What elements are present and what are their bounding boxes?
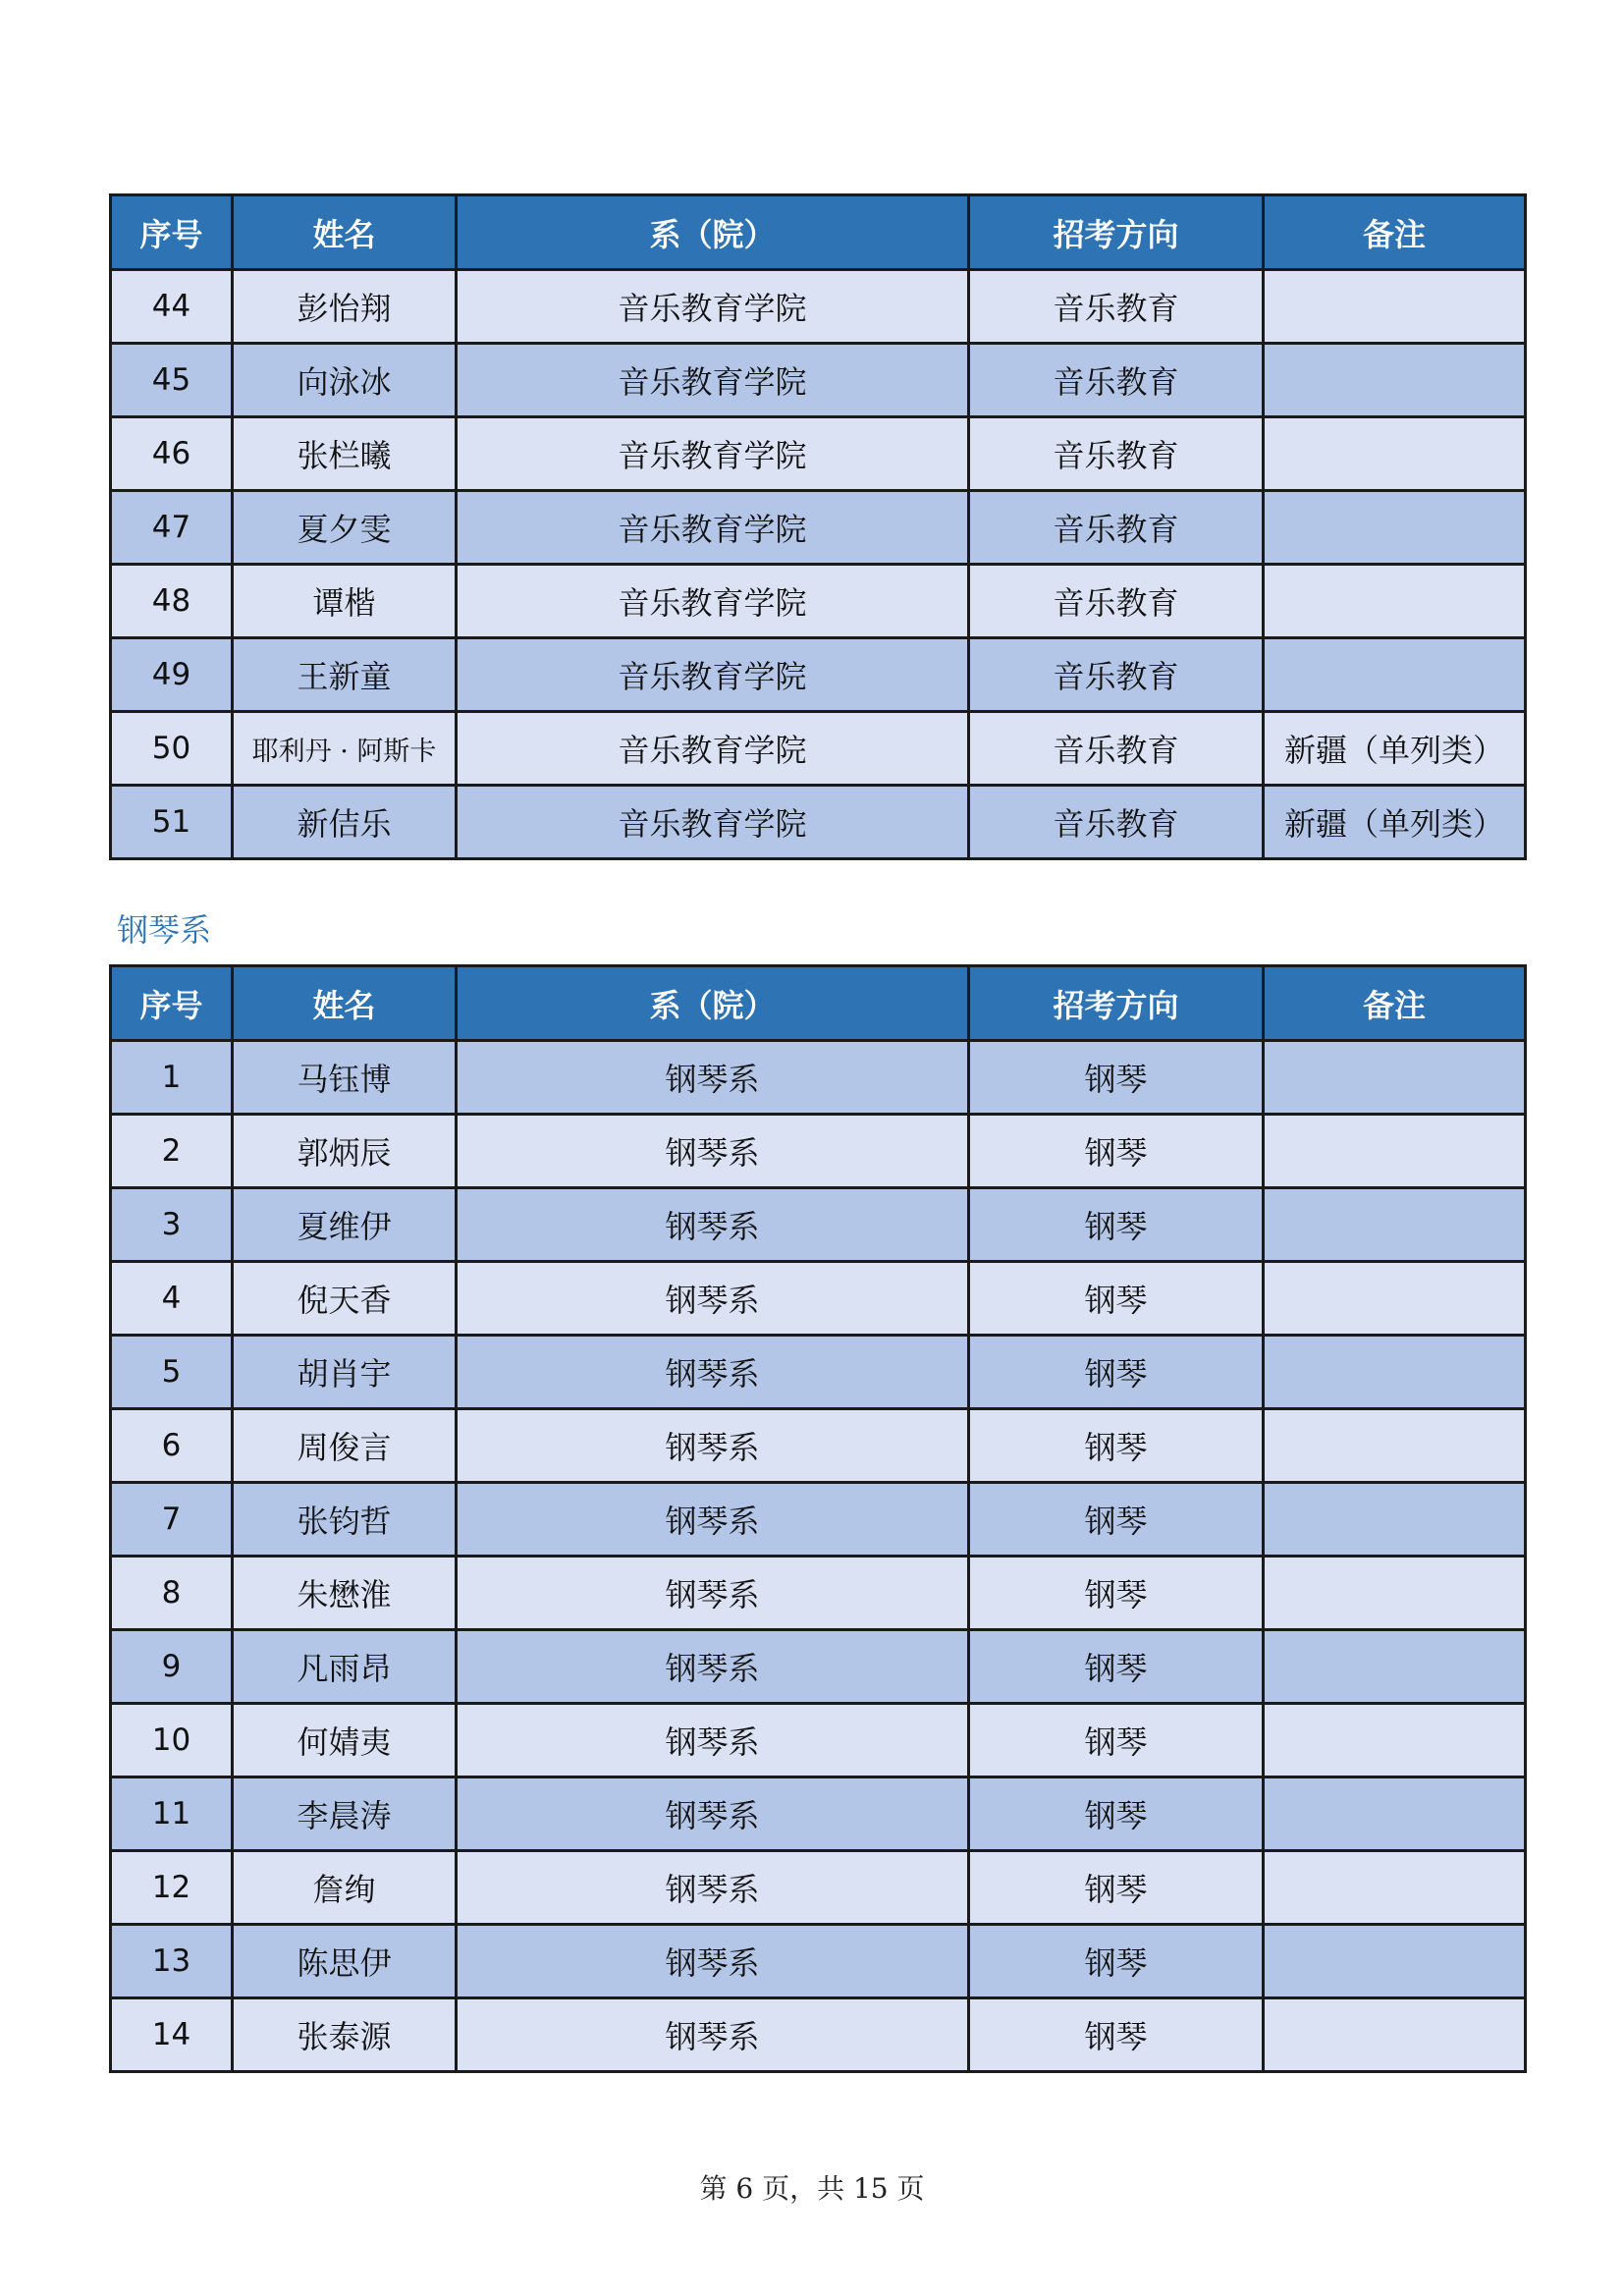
cell-name: 詹绚: [233, 1851, 457, 1925]
table-row: [111, 417, 1526, 491]
table-header-row: [111, 195, 1526, 270]
table-row: [111, 1998, 1526, 2072]
cell-name: 张泰源: [233, 1998, 457, 2072]
cell-name: 彭怡翔: [233, 270, 457, 344]
cell-note: [1264, 270, 1526, 344]
cell-note: [1264, 1998, 1526, 2072]
cell-direction: 钢琴: [969, 1998, 1264, 2072]
cell-direction: 音乐教育: [969, 565, 1264, 638]
cell-direction: 钢琴: [969, 1483, 1264, 1557]
cell-direction: 钢琴: [969, 1630, 1264, 1704]
header-dept: 系（院）: [457, 195, 969, 270]
cell-no: 13: [111, 1925, 233, 1998]
cell-no: 5: [111, 1336, 233, 1409]
cell-dept: 钢琴系: [457, 1409, 969, 1483]
cell-no: 8: [111, 1557, 233, 1630]
cell-note: [1264, 1409, 1526, 1483]
cell-direction: 音乐教育: [969, 712, 1264, 786]
cell-no: 7: [111, 1483, 233, 1557]
header-name: 姓名: [233, 966, 457, 1041]
cell-note: [1264, 491, 1526, 565]
cell-direction: 钢琴: [969, 1704, 1264, 1777]
header-direction: 招考方向: [969, 195, 1264, 270]
cell-no: 12: [111, 1851, 233, 1925]
cell-no: 48: [111, 565, 233, 638]
section-title-piano: 钢琴系: [117, 911, 212, 949]
cell-no: 4: [111, 1262, 233, 1336]
page-footer: 第 6 页，共 15 页: [699, 2172, 925, 2205]
cell-direction: 钢琴: [969, 1262, 1264, 1336]
table-row: [111, 1409, 1526, 1483]
cell-dept: 钢琴系: [457, 1041, 969, 1115]
cell-note: [1264, 417, 1526, 491]
header-note: 备注: [1264, 966, 1526, 1041]
cell-note: [1264, 565, 1526, 638]
cell-dept: 钢琴系: [457, 1483, 969, 1557]
cell-name: 马钰博: [233, 1041, 457, 1115]
cell-dept: 钢琴系: [457, 1777, 969, 1851]
header-name: 姓名: [233, 195, 457, 270]
cell-name: 谭楷: [233, 565, 457, 638]
header-direction: 招考方向: [969, 966, 1264, 1041]
table-row: [111, 344, 1526, 417]
cell-direction: 钢琴: [969, 1336, 1264, 1409]
cell-dept: 钢琴系: [457, 1188, 969, 1262]
cell-dept: 音乐教育学院: [457, 491, 969, 565]
cell-note: [1264, 1777, 1526, 1851]
table-header-row: [111, 966, 1526, 1041]
cell-no: 51: [111, 786, 233, 859]
cell-dept: 钢琴系: [457, 1998, 969, 2072]
cell-name: 新佶乐: [233, 786, 457, 859]
cell-note: [1264, 1851, 1526, 1925]
cell-dept: 音乐教育学院: [457, 417, 969, 491]
cell-direction: 音乐教育: [969, 638, 1264, 712]
cell-name: 王新童: [233, 638, 457, 712]
cell-direction: 钢琴: [969, 1115, 1264, 1188]
table-row: [111, 712, 1526, 786]
cell-name: 郭炳辰: [233, 1115, 457, 1188]
cell-direction: 音乐教育: [969, 344, 1264, 417]
cell-note: [1264, 1704, 1526, 1777]
cell-no: 14: [111, 1998, 233, 2072]
cell-name: 张栏曦: [233, 417, 457, 491]
cell-name: 夏夕雯: [233, 491, 457, 565]
cell-note: [1264, 638, 1526, 712]
table-row: [111, 1262, 1526, 1336]
cell-note: [1264, 1041, 1526, 1115]
cell-direction: 钢琴: [969, 1409, 1264, 1483]
table-row: [111, 1777, 1526, 1851]
cell-dept: 钢琴系: [457, 1557, 969, 1630]
cell-dept: 钢琴系: [457, 1925, 969, 1998]
table-row: [111, 1851, 1526, 1925]
cell-dept: 钢琴系: [457, 1115, 969, 1188]
cell-no: 11: [111, 1777, 233, 1851]
table-row: [111, 491, 1526, 565]
table-body: [111, 270, 1526, 859]
header-note: 备注: [1264, 195, 1526, 270]
table-row: [111, 638, 1526, 712]
header-no: 序号: [111, 195, 233, 270]
cell-dept: 钢琴系: [457, 1851, 969, 1925]
cell-no: 45: [111, 344, 233, 417]
cell-no: 9: [111, 1630, 233, 1704]
cell-note: 新疆（单列类）: [1264, 712, 1526, 786]
cell-dept: 音乐教育学院: [457, 712, 969, 786]
table-row: [111, 1925, 1526, 1998]
cell-note: [1264, 1262, 1526, 1336]
cell-name: 朱懋淮: [233, 1557, 457, 1630]
table-row: [111, 1188, 1526, 1262]
table-row: [111, 1557, 1526, 1630]
cell-note: [1264, 1115, 1526, 1188]
cell-dept: 音乐教育学院: [457, 344, 969, 417]
cell-name: 耶利丹 · 阿斯卡: [233, 712, 457, 786]
cell-direction: 钢琴: [969, 1777, 1264, 1851]
cell-name: 向泳冰: [233, 344, 457, 417]
cell-note: [1264, 1188, 1526, 1262]
cell-direction: 钢琴: [969, 1557, 1264, 1630]
cell-note: [1264, 1557, 1526, 1630]
table-row: [111, 1483, 1526, 1557]
cell-no: 47: [111, 491, 233, 565]
cell-dept: 钢琴系: [457, 1630, 969, 1704]
cell-no: 10: [111, 1704, 233, 1777]
cell-name: 夏维伊: [233, 1188, 457, 1262]
cell-dept: 音乐教育学院: [457, 270, 969, 344]
cell-direction: 音乐教育: [969, 417, 1264, 491]
header-no: 序号: [111, 966, 233, 1041]
cell-no: 50: [111, 712, 233, 786]
cell-name: 倪天香: [233, 1262, 457, 1336]
cell-name: 周俊言: [233, 1409, 457, 1483]
cell-name: 胡肖宇: [233, 1336, 457, 1409]
table-row: [111, 786, 1526, 859]
cell-direction: 音乐教育: [969, 270, 1264, 344]
cell-direction: 钢琴: [969, 1925, 1264, 1998]
cell-name: 凡雨昂: [233, 1630, 457, 1704]
table-row: [111, 1704, 1526, 1777]
table-row: [111, 565, 1526, 638]
cell-direction: 钢琴: [969, 1188, 1264, 1262]
cell-note: [1264, 1483, 1526, 1557]
cell-no: 1: [111, 1041, 233, 1115]
cell-name: 陈思伊: [233, 1925, 457, 1998]
table-row: [111, 1336, 1526, 1409]
table-row: [111, 1041, 1526, 1115]
cell-no: 44: [111, 270, 233, 344]
cell-note: [1264, 344, 1526, 417]
student-table-piano: [109, 964, 1527, 2073]
header-dept: 系（院）: [457, 966, 969, 1041]
cell-dept: 音乐教育学院: [457, 638, 969, 712]
cell-note: [1264, 1630, 1526, 1704]
cell-direction: 钢琴: [969, 1041, 1264, 1115]
cell-name: 何婧夷: [233, 1704, 457, 1777]
table-row: [111, 1115, 1526, 1188]
cell-name: 李晨涛: [233, 1777, 457, 1851]
cell-dept: 钢琴系: [457, 1262, 969, 1336]
cell-no: 49: [111, 638, 233, 712]
student-table-music-education: [109, 193, 1527, 860]
cell-note: [1264, 1925, 1526, 1998]
cell-dept: 音乐教育学院: [457, 565, 969, 638]
cell-note: [1264, 1336, 1526, 1409]
cell-no: 3: [111, 1188, 233, 1262]
table-row: [111, 270, 1526, 344]
cell-no: 6: [111, 1409, 233, 1483]
cell-note: 新疆（单列类）: [1264, 786, 1526, 859]
cell-dept: 钢琴系: [457, 1336, 969, 1409]
cell-direction: 音乐教育: [969, 786, 1264, 859]
cell-dept: 钢琴系: [457, 1704, 969, 1777]
cell-direction: 钢琴: [969, 1851, 1264, 1925]
cell-direction: 音乐教育: [969, 491, 1264, 565]
table-body: [111, 1041, 1526, 2072]
cell-no: 46: [111, 417, 233, 491]
cell-no: 2: [111, 1115, 233, 1188]
cell-name: 张钧哲: [233, 1483, 457, 1557]
table-row: [111, 1630, 1526, 1704]
cell-dept: 音乐教育学院: [457, 786, 969, 859]
